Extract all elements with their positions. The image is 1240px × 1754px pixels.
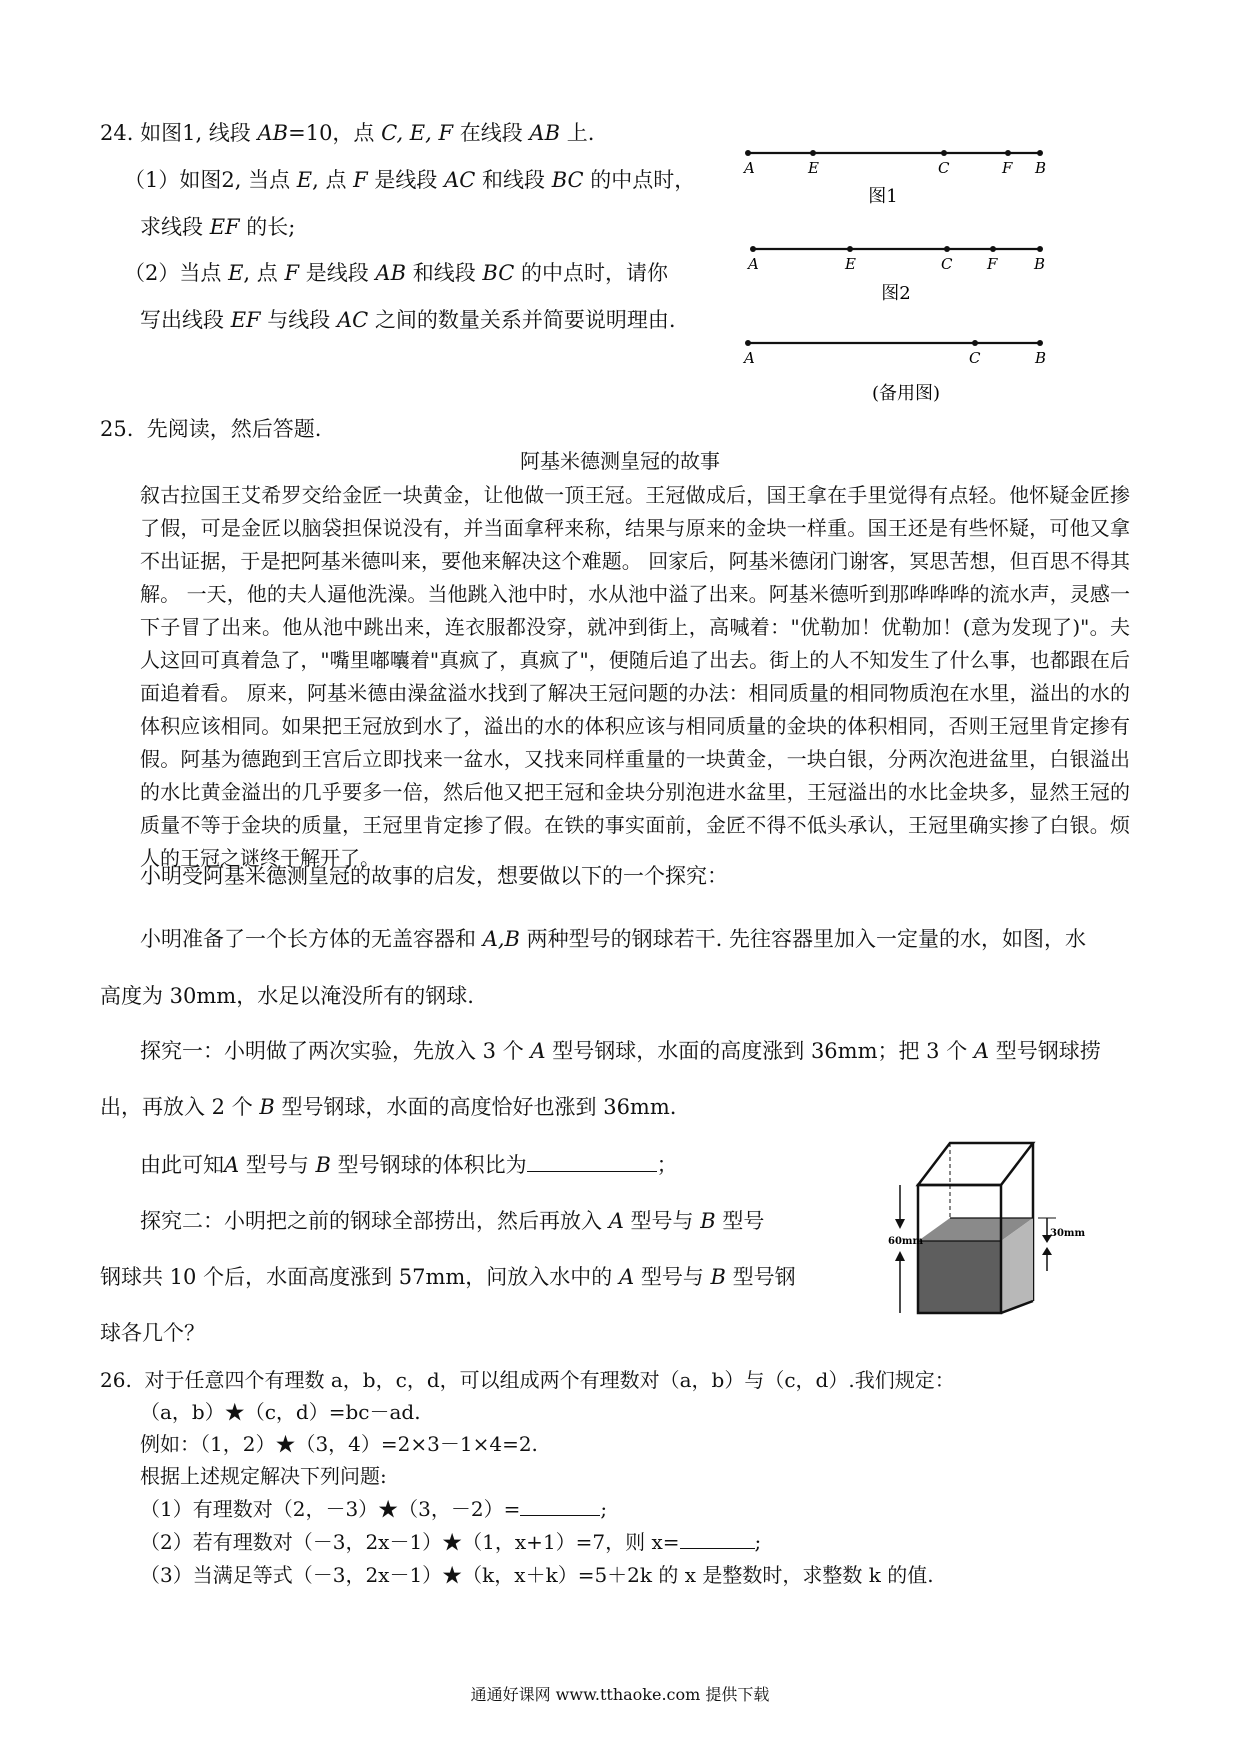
label-b: B — [1034, 255, 1046, 273]
story-title: 阿基米德测皇冠的故事 — [520, 449, 720, 473]
q24-part1-line2: 求线段 EF 的长; — [140, 215, 296, 239]
q25-intro: 25. 先阅读，然后答题. — [100, 417, 322, 441]
point-e — [810, 150, 816, 156]
label-30mm: 30mm — [1050, 1228, 1086, 1239]
q26-stem: 26. 对于任意四个有理数 a，b，c，d，可以组成两个有理数对（a，b）与（c，d）.我们规定： — [100, 1368, 955, 1392]
page-footer: 通通好课网 www.tthaoke.com 提供下载 — [470, 1685, 770, 1704]
container-top-face — [918, 1143, 1033, 1185]
q26-part1: （1）有理数对（2，－3）★（3，－2）= ; — [140, 1497, 608, 1521]
point-c — [972, 340, 978, 346]
label-c: C — [969, 349, 981, 367]
point-c — [944, 246, 950, 252]
label-b: B — [1035, 349, 1047, 367]
label-a: A — [744, 159, 755, 177]
arrow-up-icon — [1042, 1247, 1052, 1255]
label-e: E — [808, 159, 819, 177]
label-a: A — [748, 255, 759, 273]
label-f: F — [1002, 159, 1013, 177]
label-60mm: 60mm — [888, 1236, 924, 1247]
label-f: F — [987, 255, 998, 273]
q26-part3: （3）当满足等式（－3，2x－1）★（k，x＋k）=5＋2k 的 x 是整数时，求整数 k 的值. — [140, 1563, 934, 1587]
q26-part1-blank[interactable] — [520, 1495, 600, 1516]
q25-explore2-line1: 探究二：小明把之前的钢球全部捞出，然后再放入 A 型号与 B 型号 — [140, 1209, 765, 1233]
arrow-up-icon — [895, 1251, 905, 1261]
point-b — [1037, 246, 1043, 252]
q26-example: 例如：（1，2）★（3，4）=2×3－1×4=2. — [140, 1432, 538, 1456]
q24-part2-line1: （2）当点 E, 点 F 是线段 AB 和线段 BC 的中点时，请你 — [124, 261, 668, 285]
q26-part2-blank[interactable] — [680, 1528, 755, 1549]
point-f — [990, 246, 996, 252]
figure-spare — [742, 340, 1046, 404]
caption-spare: (备用图) — [871, 383, 941, 404]
ratio-answer-blank[interactable] — [527, 1151, 657, 1172]
label-c: C — [941, 255, 953, 273]
q26-instruction: 根据上述规定解决下列问题: — [140, 1464, 387, 1488]
caption-fig1: 图1 — [868, 186, 898, 207]
container-figure — [870, 1125, 1100, 1320]
q26-rule: （a，b）★（c，d）=bc－ad. — [140, 1400, 421, 1424]
q25-setup-line1: 小明准备了一个长方体的无盖容器和 A,B 两种型号的钢球若干. 先往容器里加入一定量的水，如图，水 — [140, 927, 1087, 951]
q24-figures — [730, 135, 1060, 415]
point-c — [941, 150, 947, 156]
point-f — [1005, 150, 1011, 156]
point-a — [745, 150, 751, 156]
label-b: B — [1035, 159, 1047, 177]
point-a — [745, 340, 751, 346]
q25-explore2-line2: 钢球共 10 个后，水面高度涨到 57mm，问放入水中的 A 型号与 B 型号钢 — [100, 1265, 796, 1289]
point-b — [1037, 340, 1043, 346]
q24-part2-line2: 写出线段 EF 与线段 AC 之间的数量关系并简要说明理由. — [140, 308, 676, 332]
label-e: E — [845, 255, 856, 273]
arrow-down-icon — [895, 1219, 905, 1229]
water-front-face — [918, 1241, 1001, 1313]
q25-explore1-line1: 探究一：小明做了两次实验，先放入 3 个 A 型号钢球，水面的高度涨到 36mm；把 3 个 A 型号钢球捞 — [140, 1039, 1101, 1063]
point-e — [847, 246, 853, 252]
q26-part2: （2）若有理数对（－3，2x－1）★（1，x+1）=7，则 x= ; — [140, 1530, 762, 1554]
q24-part1-line1: （1）如图2, 当点 E, 点 F 是线段 AC 和线段 BC 的中点时， — [124, 168, 696, 192]
label-a: A — [744, 349, 755, 367]
point-b — [1037, 150, 1043, 156]
q25-setup-line2: 高度为 30mm，水足以淹没所有的钢球. — [100, 984, 474, 1008]
q25-explore2-line3: 球各几个？ — [100, 1321, 205, 1345]
label-c: C — [938, 159, 950, 177]
point-a — [750, 246, 756, 252]
q25-explore1-line2: 出，再放入 2 个 B 型号钢球，水面的高度恰好也涨到 36mm. — [100, 1095, 677, 1119]
figure-2 — [746, 246, 1045, 304]
caption-fig2: 图2 — [881, 283, 911, 304]
q24-stem: 24. 如图1, 线段 AB=10，点 C, E, F 在线段 AB 上. — [100, 121, 595, 145]
q25-ratio-question: 由此可知A 型号与 B 型号钢球的体积比为 ； — [140, 1153, 678, 1177]
figure-1 — [742, 150, 1046, 207]
story-body: 叙古拉国王艾希罗交给金匠一块黄金，让他做一顶王冠。王冠做成后，国王拿在手里觉得有点轻。他怀疑金匠掺了假，可是金匠以脑袋担保说没有，并当面拿秤来称，结果与原来的金块一样重。国王还是有些怀疑，可他又拿不出证据，于是把阿基米德叫来，要他来解决这个难题。 回家后，阿基米德闭门谢客，冥思苦想，但百思不得其解。 一天，他的夫人逼他洗澡。当他跳入池中时，水从池中溢了出来。阿基米德听到那哗哗哗的流水声，灵感一下子冒了出来。他从池中跳出来，连衣服都没穿，就冲到街上，高喊着："优勒加！优勒加！(意为发现了)"。夫人这回可真着急了，"嘴里嘟囔着"真疯了，真疯了"，便随后追了出去。街上的人不知发生了什么事，也都跟在后面追着看。 原来，阿基米德由澡盆溢水找到了解决王冠问题的办法：相同质量的相同物质泡在水里，溢出的水的体积应该相同。如果把王冠放到水了，溢出的水的体积应该与相同质量的金块的体积相同，否则王冠里肯定掺有假。阿基为德跑到王宫后立即找来一盆水，又找来同样重量的一块黄金，一块白银，分两次泡进盆里，白银溢出的水比黄金溢出的几乎要多一倍，然后他又把王冠和金块分别泡进水盆里，王冠溢出的水比金块多，显然王冠的质量不等于金块的质量，王冠里肯定掺了假。在铁的事实面前，金匠不得不低头承认，王冠里确实掺了白银。烦人的王冠之谜终于解开了。 — [140, 483, 1130, 870]
q25-inspired: 小明受阿基米德测皇冠的故事的启发，想要做以下的一个探究： — [140, 864, 728, 888]
